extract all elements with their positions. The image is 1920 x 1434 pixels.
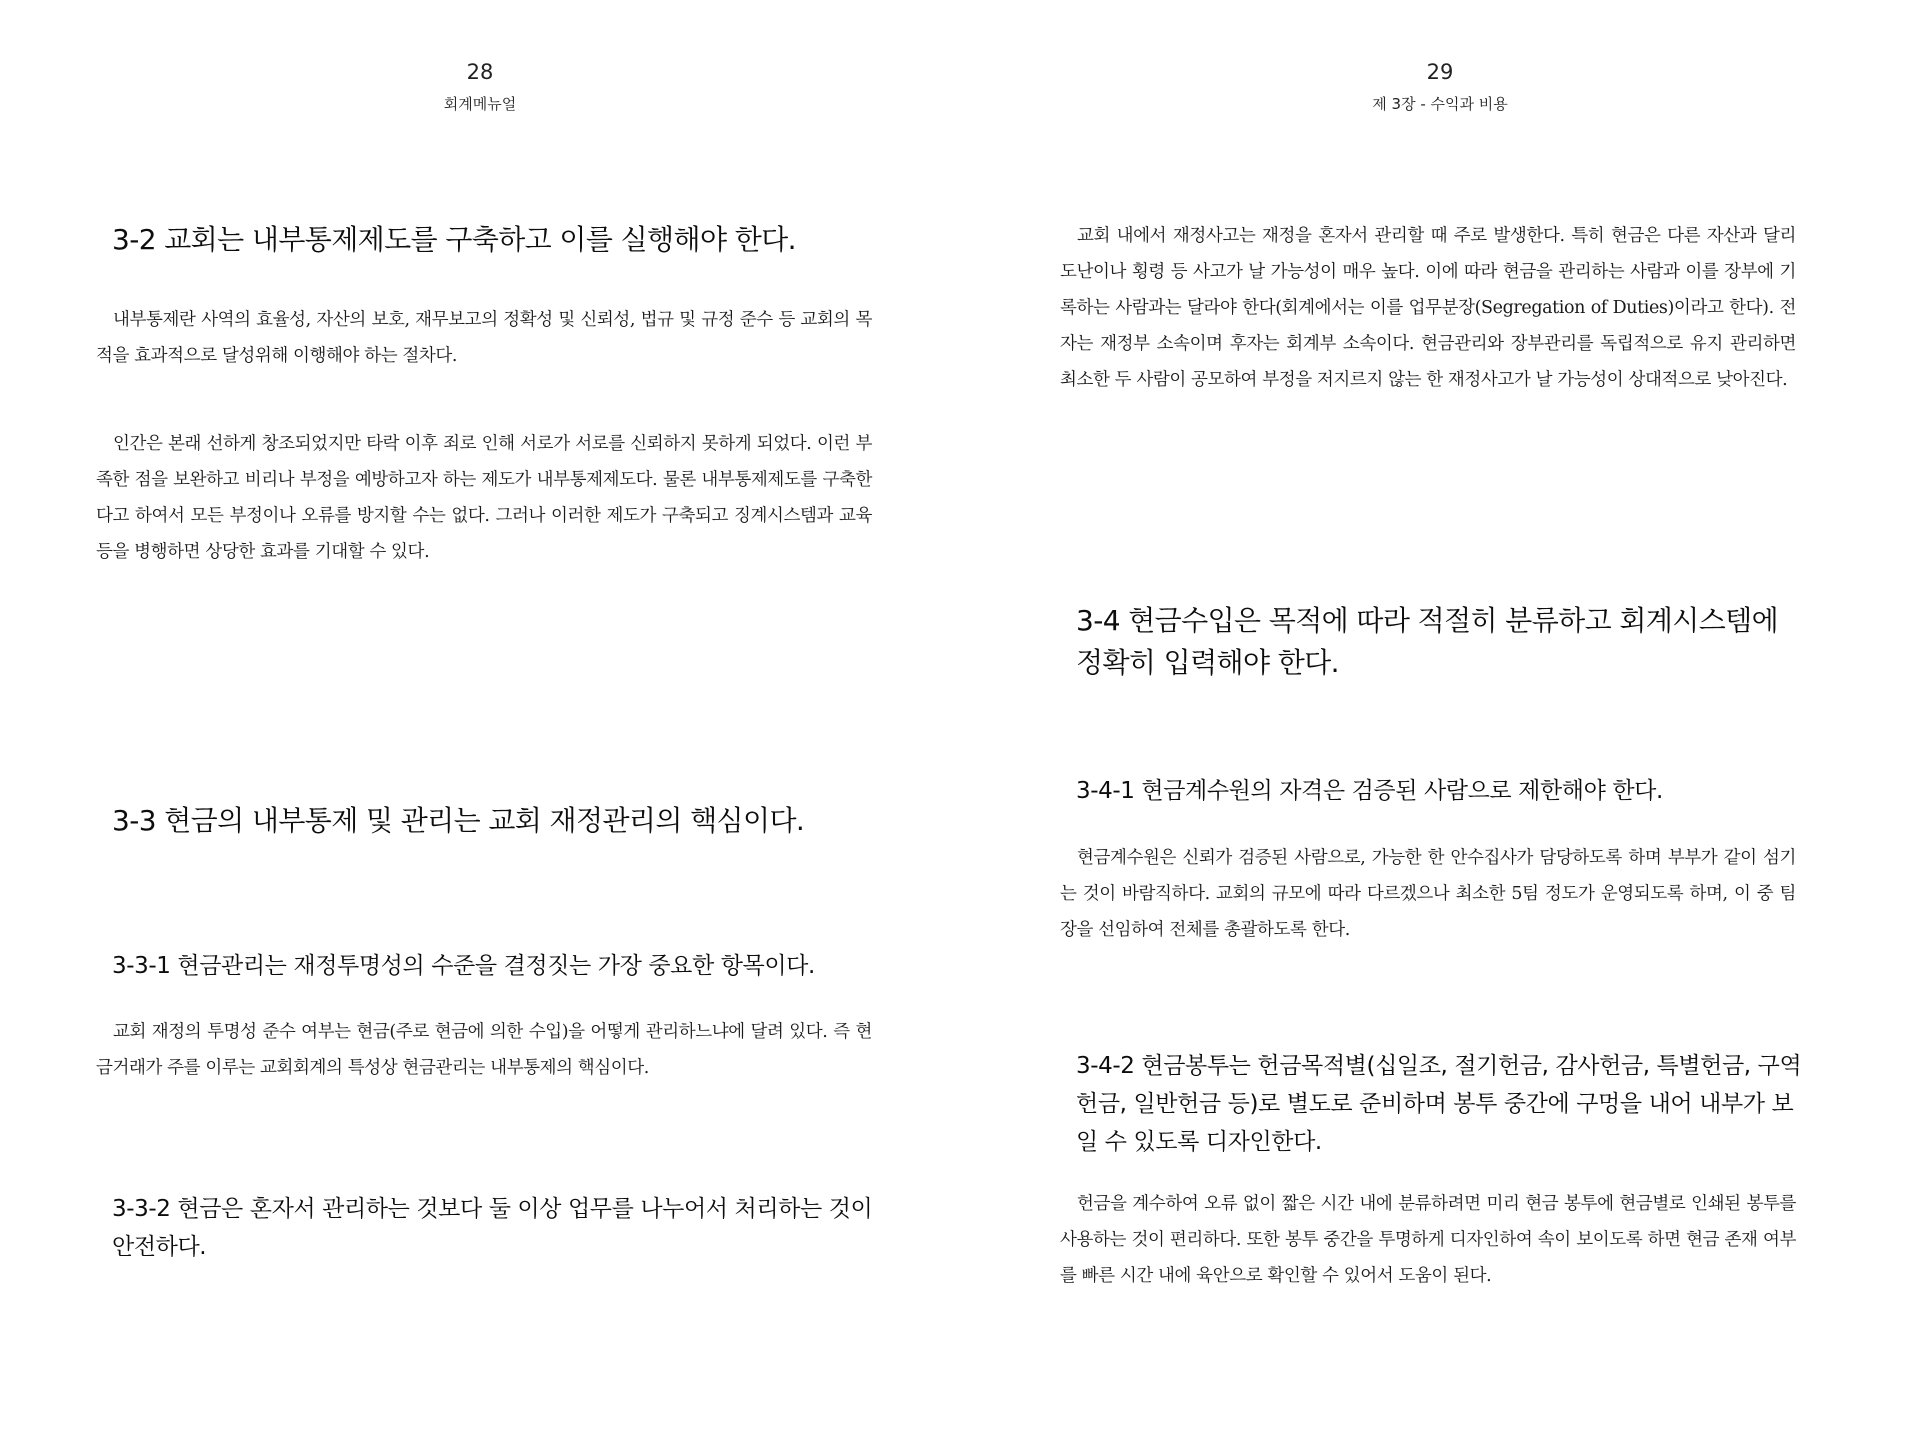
right-page [960, 0, 1920, 1434]
paragraph-segregation-of-duties: 교회 내에서 재정사고는 재정을 혼자서 관리할 때 주로 발생한다. 특히 현금은 다른 자산과 달리 도난이나 횡령 등 사고가 날 가능성이 매우 높다. 이에 따라 현금을 관리하는 사람과 이를 장부에 기록하는 사람과는 달라야 한다(회계에서는 이를 업무분장(Segregation of Duties)이라고 한다). 전자는 재정부 소속이며 후자는 회계부 소속이다. 현금관리와 장부관리를 독립적으로 유지 관리하면 최소한 두 사람이 공모하여 부정을 저지르지 않는 한 재정사고가 날 가능성이 상대적으로 낮아진다. [1060, 226, 1796, 390]
paragraph-cash-transparency: 교회 재정의 투명성 준수 여부는 현금(주로 현금에 의한 수입)을 어떻게 관리하느냐에 달려 있다. 즉 현금거래가 주를 이루는 교회회계의 특성상 현금관리는 내부통제의 핵심이다. [96, 1022, 872, 1078]
subsection-heading-3-4-1: 3-4-1 현금계수원의 자격은 검증된 사람으로 제한해야 한다. [1076, 778, 1663, 804]
paragraph-offering-envelopes: 헌금을 계수하여 오류 없이 짧은 시간 내에 분류하려면 미리 현금 봉투에 현금별로 인쇄된 봉투를 사용하는 것이 편리하다. 또한 봉투 중간을 투명하게 디자인하여 속이 보이도록 하면 현금 존재 여부를 빠른 시간 내에 육안으로 확인할 수 있어서 도움이 된다. [1060, 1194, 1796, 1286]
page-number: 28 [466, 60, 494, 84]
paragraph-internal-control-purpose: 인간은 본래 선하게 창조되었지만 타락 이후 죄로 인해 서로가 서로를 신뢰하지 못하게 되었다. 이런 부족한 점을 보완하고 비리나 부정을 예방하고자 하는 제도가 내부통제제도다. 물론 내부통제제도를 구축한다고 하여서 모든 부정이나 오류를 방지할 수는 없다. 그러나 이러한 제도가 구축되고 징계시스템과 교육 등을 병행하면 상당한 효과를 기대할 수 있다. [96, 434, 872, 562]
subsection-heading-3-3-1: 3-3-1 현금관리는 재정투명성의 수준을 결정짓는 가장 중요한 항목이다. [112, 953, 815, 979]
paragraph-cash-counter-qualification: 현금계수원은 신뢰가 검증된 사람으로, 가능한 한 안수집사가 담당하도록 하며 부부가 같이 섬기는 것이 바람직하다. 교회의 규모에 따라 다르겠으나 최소한 5팀 정도가 운영되도록 하며, 이 중 팀장을 선임하여 전체를 총괄하도록 한다. [1060, 848, 1796, 940]
subsection-heading-3-4-2: 3-4-2 현금봉투는 헌금목적별(십일조, 절기헌금, 감사헌금, 특별헌금, 구역헌금, 일반헌금 등)로 별도로 준비하며 봉투 중간에 구멍을 내어 내부가 보일 수 있도록 디자인한다. [1076, 1053, 1802, 1155]
page-number: 29 [1426, 60, 1454, 84]
section-heading-3-3: 3-3 현금의 내부통제 및 관리는 교회 재정관리의 핵심이다. [112, 804, 805, 837]
section-heading-3-2: 3-2 교회는 내부통제제도를 구축하고 이를 실행해야 한다. [112, 223, 796, 256]
running-head: 회계메뉴얼 [443, 95, 517, 113]
paragraph-internal-control-definition: 내부통제란 사역의 효율성, 자산의 보호, 재무보고의 정확성 및 신뢰성, 법규 및 규정 준수 등 교회의 목적을 효과적으로 달성위해 이행해야 하는 절차다. [96, 310, 872, 366]
running-head: 제 3장 - 수익과 비용 [1372, 95, 1508, 113]
subsection-heading-3-3-2: 3-3-2 현금은 혼자서 관리하는 것보다 둘 이상 업무를 나누어서 처리하는 것이 안전하다. [112, 1196, 873, 1260]
section-heading-3-4: 3-4 현금수입은 목적에 따라 적절히 분류하고 회계시스템에 정확히 입력해야 한다. [1076, 604, 1779, 679]
